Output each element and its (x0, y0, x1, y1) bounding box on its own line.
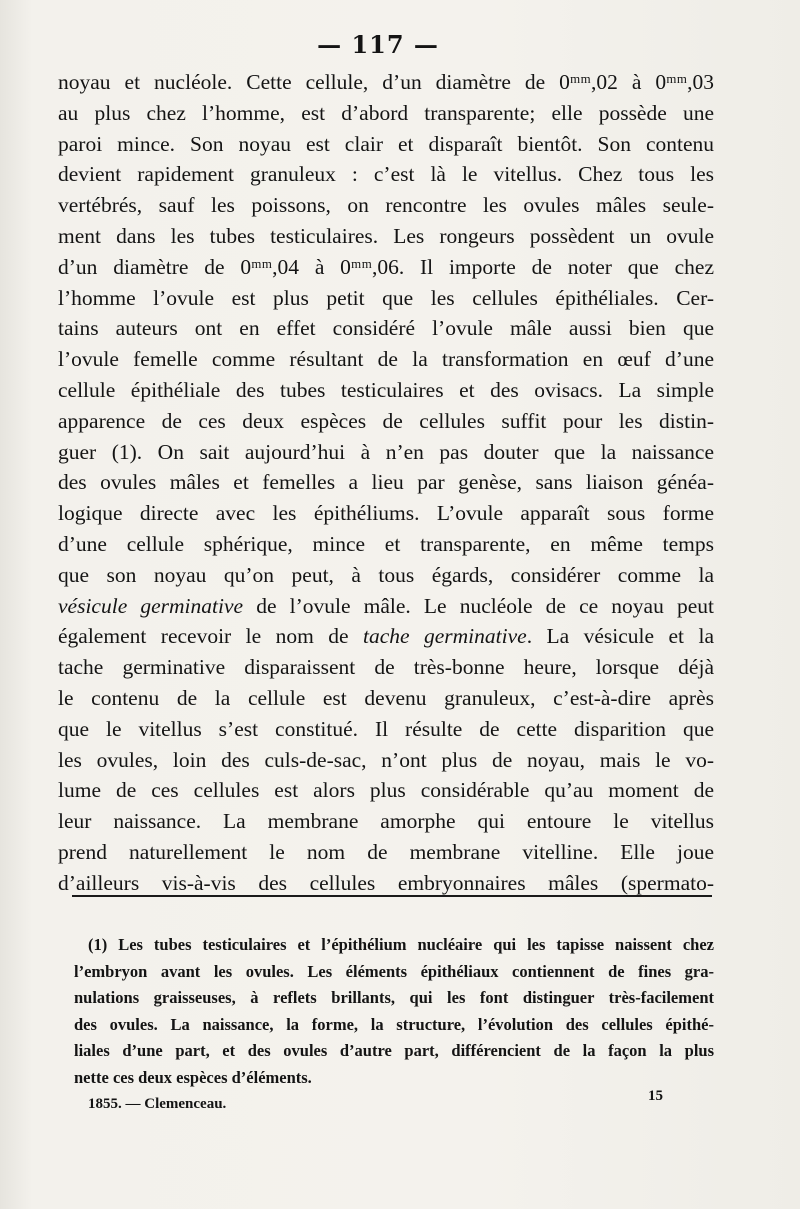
footnote-separator (72, 895, 712, 897)
text-line: tains auteurs ont en effet considéré l’ovule mâle aussi bien que (58, 316, 714, 341)
text-line: au plus chez l’homme, est d’abord transparente; elle possède une (58, 100, 714, 125)
text-line: l’homme l’ovule est plus petit que les cellules épithéliales. Cer- (58, 285, 714, 310)
text-line: le contenu de la cellule est devenu granuleux, c’est-à-dire après (58, 685, 714, 710)
footnote (74, 932, 714, 1091)
text-line: les ovules, loin des culs-de-sac, n’ont plus de noyau, mais le vo- (58, 747, 714, 772)
text-fragment: . La vésicule et la (526, 624, 714, 649)
text-line: que le vitellus s’est constitué. Il résulte de cette disparition que (58, 716, 714, 741)
text-line: apparence de ces deux espèces de cellules suffit pour les distin- (58, 408, 714, 433)
main-text (58, 67, 714, 899)
text-line: tache germinative disparaissent de très-bonne heure, lorsque déjà (58, 655, 714, 680)
text-line: lume de ces cellules est alors plus considérable qu’au moment de (58, 778, 714, 803)
text-line: l’ovule femelle comme résultant de la transformation en œuf d’une (58, 347, 714, 372)
footnote-line: des ovules. La naissance, la forme, la structure, l’évolution des cellules épithé- (74, 1014, 714, 1034)
sheet-number: 15 (648, 1088, 663, 1104)
text-line: guer (1). On sait aujourd’hui à n’en pas douter que la naissance (58, 439, 714, 464)
footnote-line: nulations graisseuses, à reflets brillants, qui les font distinguer très-facilement (74, 988, 714, 1007)
text-line: paroi mince. Son noyau est clair et disparaît bientôt. Son contenu (58, 131, 714, 156)
text-line: d’un diamètre de 0ᵐᵐ,04 à 0ᵐᵐ,06. Il importe de noter que chez (58, 254, 714, 279)
text-line: cellule épithéliale des tubes testiculaires et des ovisacs. La simple (58, 377, 714, 402)
text-line: d’une cellule sphérique, mince et transparente, en même temps (58, 531, 714, 556)
footnote-line: nette ces deux espèces d’éléments. (74, 1067, 312, 1087)
text-line: des ovules mâles et femelles a lieu par genèse, sans liaison généa- (58, 470, 714, 495)
text-line: que son noyau qu’on peut, à tous égards, considérer comme la (58, 562, 714, 587)
page-number: — 117 — (317, 30, 439, 59)
footnote-line: (1) Les tubes testiculaires et l’épithélium nucléaire qui les tapisse naissent chez (88, 935, 714, 954)
text-line (58, 621, 714, 652)
text-line: vertébrés, sauf les poissons, on rencontre les ovules mâles seule- (58, 193, 714, 218)
italic-term: tache germinative (363, 624, 527, 649)
text-line: prend naturellement le nom de membrane vitelline. Elle joue (58, 839, 714, 864)
italic-term: vésicule germinative (58, 593, 244, 618)
text-line: noyau et nucléole. Cette cellule, d’un diamètre de 0ᵐᵐ,02 à 0ᵐᵐ,03 (58, 70, 714, 94)
text-line: d’ailleurs vis-à-vis des cellules embryonnaires mâles (spermato- (58, 870, 714, 895)
printer-signature: 1855. — Clemenceau. (88, 1096, 227, 1112)
text-line (58, 591, 714, 622)
footnote-line: liales d’une part, et des ovules d’autre part, différencient de la façon la plus (74, 1041, 714, 1060)
text-line: devient rapidement granuleux : c’est là le vitellus. Chez tous les (58, 162, 714, 187)
text-fragment: de l’ovule mâle. Le nucléole de ce noyau peut (243, 593, 714, 618)
text-line: leur naissance. La membrane amorphe qui entoure le vitellus (58, 809, 714, 834)
text-line: logique directe avec les épithéliums. L’ovule apparaît sous forme (58, 501, 714, 526)
footnote-line: l’embryon avant les ovules. Les éléments épithéliaux contiennent de fines gra- (74, 961, 714, 981)
text-line: ment dans les tubes testiculaires. Les rongeurs possèdent un ovule (58, 223, 714, 248)
text-fragment: également recevoir le nom de (58, 624, 363, 649)
